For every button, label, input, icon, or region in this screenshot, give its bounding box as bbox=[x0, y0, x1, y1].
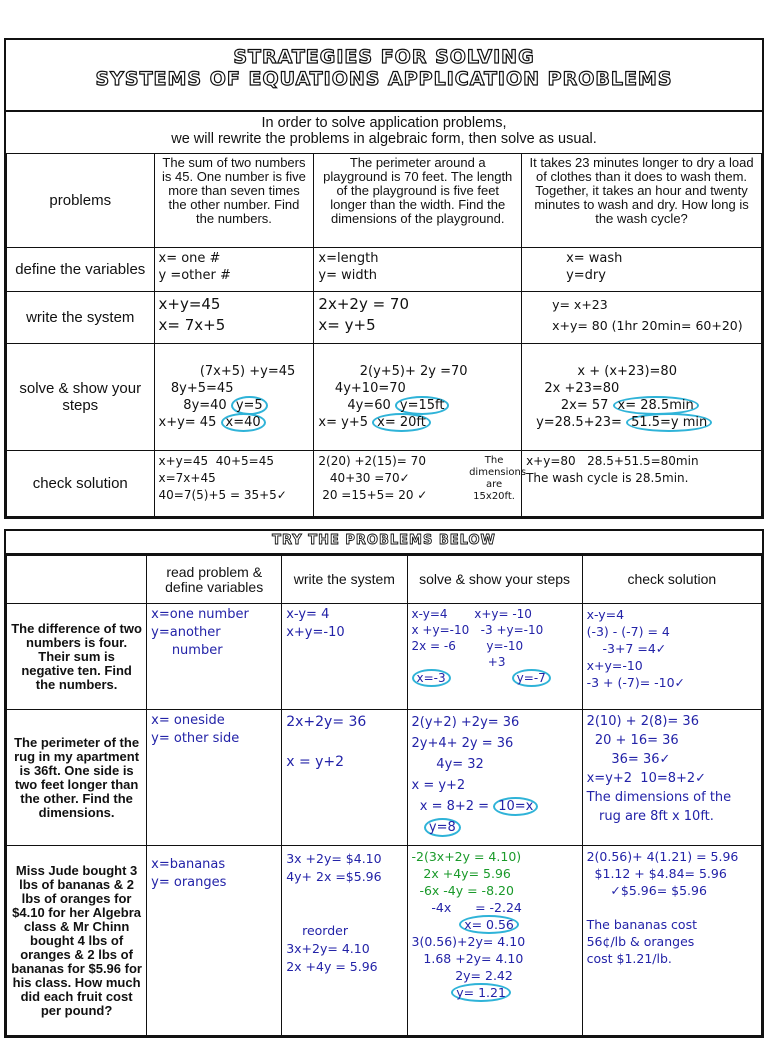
top-section bbox=[4, 38, 764, 519]
example-check-1: x+y=45 40+5=45 x=7x+45 40=7(5)+5 = 35+5✓ bbox=[154, 451, 314, 517]
intro-line-2: we will rewrite the problems in algebraic form, then solve as usual. bbox=[171, 131, 597, 147]
try-solve-b-3: 3(0.56)+2y= 4.10 1.68 +2y= 4.10 2y= 2.42 bbox=[411, 934, 526, 983]
try-define-3: x=bananas y= oranges bbox=[147, 846, 282, 1036]
try-solve-steps-3: -4x = -2.24 bbox=[411, 900, 522, 915]
solve-steps-3: x + (x+23)=80 2x +23=80 2x= 57 bbox=[544, 364, 677, 413]
problems-row bbox=[7, 154, 762, 248]
answer-circle: y= 1.21 bbox=[451, 983, 511, 1002]
example-problem-3: It takes 23 minutes longer to dry a load of clothes than it does to wash them. Together, it takes an hour and twenty minutes to wash and dry. How long is the wash cycle? bbox=[522, 154, 762, 248]
answer-circle: x= 20ft bbox=[372, 413, 431, 432]
try-check-3: 2(0.56)+ 4(1.21) = 5.96 $1.12 + $4.84= 5.96 ✓$5.96= $5.96 The bananas cost 56¢/lb & oranges cost $1.21/lb. bbox=[582, 846, 761, 1036]
try-header-empty bbox=[7, 556, 147, 604]
answer-circle: 51.5=y min bbox=[626, 413, 712, 432]
solve-last-1: x+y= 45 bbox=[158, 415, 217, 430]
try-row-1 bbox=[7, 604, 762, 710]
try-system-1: x-y= 4 x+y=-10 bbox=[282, 604, 407, 710]
try-define-1: x=one number y=another number bbox=[147, 604, 282, 710]
example-solve-3 bbox=[522, 344, 762, 451]
row-label-check: check solution bbox=[7, 451, 155, 517]
answer-circle: x=40 bbox=[221, 413, 266, 432]
solve-last-3: y=28.5+23= bbox=[536, 415, 622, 430]
answer-circle: y=8 bbox=[424, 818, 461, 837]
example-define-1: x= one # y =other # bbox=[154, 248, 314, 292]
try-system-3: 3x +2y= $4.10 4y+ 2x =$5.96 reorder 3x+2y= 4.10 2x +4y = 5.96 bbox=[282, 846, 407, 1036]
example-check-2 bbox=[314, 451, 527, 517]
try-table bbox=[6, 555, 762, 1036]
answer-circle: y=15ft bbox=[395, 396, 450, 415]
try-header-check: check solution bbox=[582, 556, 761, 604]
try-define-2: x= oneside y= other side bbox=[147, 710, 282, 846]
define-row bbox=[7, 248, 762, 292]
answer-circle: y=-7 bbox=[512, 669, 551, 687]
example-system-1: x+y=45 x= 7x+5 bbox=[154, 292, 314, 344]
example-define-3: x= wash y=dry bbox=[522, 248, 762, 292]
solve-last-2: x= y+5 bbox=[318, 415, 368, 430]
try-header-system: write the system bbox=[282, 556, 407, 604]
answer-circle: x=-3 bbox=[412, 669, 451, 687]
example-solve-1 bbox=[154, 344, 314, 451]
example-solve-2 bbox=[314, 344, 522, 451]
try-row-2 bbox=[7, 710, 762, 846]
try-system-2: 2x+2y= 36 x = y+2 bbox=[282, 710, 407, 846]
check-note-2: The dimensions are 15x20ft. bbox=[469, 455, 527, 502]
try-check-2: 2(10) + 2(8)= 36 20 + 16= 36 36= 36✓ x=y+2 10=8+2✓ The dimensions of the rug are 8ft x 10ft. bbox=[582, 710, 761, 846]
answer-circle: x= 28.5min bbox=[613, 396, 699, 415]
try-solve-3 bbox=[407, 846, 582, 1036]
solve-steps-2: 2(y+5)+ 2y =70 4y+10=70 4y=60 bbox=[334, 364, 468, 413]
solve-steps-1: (7x+5) +y=45 8y+5=45 8y=40 bbox=[170, 364, 296, 413]
try-problem-2: The perimeter of the rug in my apartment is 36ft. One side is two feet longer than the other. Find the dimensions. bbox=[7, 710, 147, 846]
answer-circle: y=5 bbox=[231, 396, 268, 415]
try-solve-green-3: -2(3x+2y = 4.10) 2x +4y= 5.96 -6x -4y = -8.20 bbox=[411, 849, 522, 898]
row-label-solve: solve & show your steps bbox=[7, 344, 155, 451]
intro-text bbox=[6, 110, 762, 153]
row-label-problems: problems bbox=[7, 154, 155, 248]
try-row-3 bbox=[7, 846, 762, 1036]
check-steps-2: 2(20) +2(15)= 70 40+30 =70✓ 20 =15+5= 20 ✓ bbox=[318, 454, 428, 502]
try-header-solve: solve & show your steps bbox=[407, 556, 582, 604]
title-line-1: STRATEGIES FOR SOLVING bbox=[233, 46, 535, 68]
examples-table bbox=[6, 153, 762, 517]
try-solve-steps-1: x-y=4 x+y= -10 x +y=-10 -3 +y=-10 2x = -6 y=-10 +3 bbox=[411, 607, 544, 669]
intro-line-1: In order to solve application problems, bbox=[261, 115, 507, 131]
try-section bbox=[4, 529, 764, 1038]
row-label-define: define the variables bbox=[7, 248, 155, 292]
try-header-row bbox=[7, 556, 762, 604]
example-system-3: y= x+23 x+y= 80 (1hr 20min= 60+20) bbox=[522, 292, 762, 344]
example-define-2: x=length y= width bbox=[314, 248, 522, 292]
title-line-2: SYSTEMS OF EQUATIONS APPLICATION PROBLEMS bbox=[95, 68, 673, 90]
page-title bbox=[6, 40, 762, 110]
try-title: TRY THE PROBLEMS BELOW bbox=[6, 531, 762, 555]
try-solve-steps-2: 2(y+2) +2y= 36 2y+4+ 2y = 36 4y= 32 x = y+2 x = 8+2 = bbox=[411, 715, 520, 814]
example-system-2: 2x+2y = 70 x= y+5 bbox=[314, 292, 522, 344]
try-solve-2 bbox=[407, 710, 582, 846]
example-problem-2: The perimeter around a playground is 70 feet. The length of the playground is five feet longer than the width. Find the dimensions of the playground. bbox=[314, 154, 522, 248]
write-row bbox=[7, 292, 762, 344]
check-row bbox=[7, 451, 762, 517]
example-problem-1: The sum of two numbers is 45. One number is five more than seven times the other number. Find the numbers. bbox=[154, 154, 314, 248]
answer-circle: 10=x bbox=[493, 797, 538, 816]
try-check-1: x-y=4 (-3) - (-7) = 4 -3+7 =4✓ x+y=-10 -3 + (-7)= -10✓ bbox=[582, 604, 761, 710]
example-check-3: x+y=80 28.5+51.5=80min The wash cycle is 28.5min. bbox=[522, 451, 762, 517]
answer-circle: x= 0.56 bbox=[459, 915, 519, 934]
try-solve-1 bbox=[407, 604, 582, 710]
try-problem-1: The difference of two numbers is four. Their sum is negative ten. Find the numbers. bbox=[7, 604, 147, 710]
try-header-define: read problem & define variables bbox=[147, 556, 282, 604]
solve-row bbox=[7, 344, 762, 451]
try-problem-3: Miss Jude bought 3 lbs of bananas & 2 lbs of oranges for $4.10 for her Algebra class & Mr Chinn bought 4 lbs of oranges & 2 lbs of bananas for $5.96 for his class. How much did each fruit cost per pound? bbox=[7, 846, 147, 1036]
row-label-write: write the system bbox=[7, 292, 155, 344]
